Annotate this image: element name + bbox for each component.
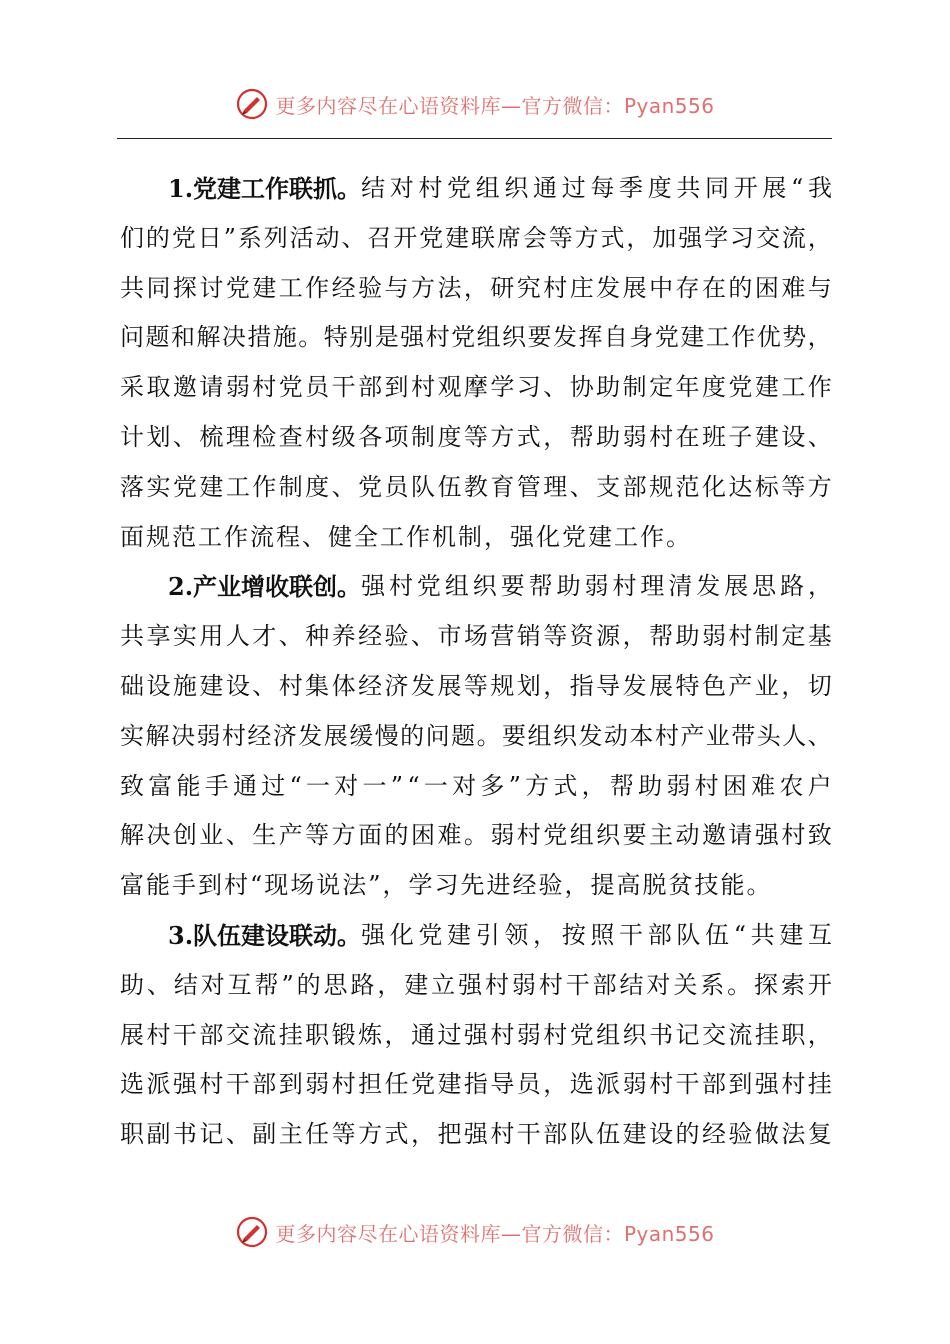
paragraph-1-text: 结对村党组织通过每季度共同开展“我 [361,174,832,202]
paragraph-line: 础 设 施 建 设 、 村 集 体 经 济 发 展 等 规 划 ， 指 导 发 展 特 色 产 业 ， 切 [120,671,832,700]
paragraph-line: 选 派 强 村 干 部 到 弱 村 担 任 党 建 指 导 员 ， 选 派 弱 村 干 部 到 强 村 挂 [120,1070,832,1099]
paragraph-line: 致 富 能 手 通 过 “ 一 对 一 ” “ 一 对 多 ” 方 式 ， 帮 助 弱 村 困 难 农 户 [120,771,832,800]
footer-banner-text: 更多内容尽在心语资料库—官方微信：Pyan556 [275,1221,715,1246]
paragraph-2-text: 强村党组织要帮助弱村理清发展思路， [361,572,832,601]
paragraph-line: 实 解 决 弱 村 经 济 发 展 缓 慢 的 问 题 。 要 组 织 发 动 本 村 产 业 带 头 人 、 [120,721,832,750]
paragraph-line: 富能手到村“现场说法”，学习先进经验，提高脱贫技能。 [120,871,773,900]
paragraph-line: 职 副 书 记 、 副 主 任 等 方 式 ， 把 强 村 干 部 队 伍 建 设 的 经 验 做 法 复 [120,1120,832,1149]
paragraph-line: 展 村 干 部 交 流 挂 职 锻 炼 ， 通 过 强 村 弱 村 党 组 织 书 记 交 流 挂 职 ， [120,1020,832,1049]
paragraph-3-line-1 [120,911,832,961]
header-banner [0,84,950,124]
paragraph-line: 面规范工作流程、健全工作机制，强化党建工作。 [120,522,692,551]
header-banner-text: 更多内容尽在心语资料库—官方微信：Pyan556 [275,93,715,118]
paragraph-2-line-1 [120,562,832,612]
header-divider [117,138,832,139]
paragraph-line: 共 享 实 用 人 才 、 种 养 经 验 、 市 场 营 销 等 资 源 ， 帮 助 弱 村 制 定 基 [120,622,832,651]
paragraph-line: 落 实 党 建 工 作 制 度 、 党 员 队 伍 教 育 管 理 、 支 部 规 范 化 达 标 等 方 [120,472,832,501]
paragraph-line: 共 同 探 讨 党 建 工 作 经 验 与 方 法 ， 研 究 村 庄 发 展 中 存 在 的 困 难 与 [120,273,832,302]
paragraph-1-lead: 1.党建工作联抓。 [168,174,362,203]
paragraph-2-lead: 2.产业增收联创。 [168,572,362,602]
paragraph-line: 计 划 、 梳 理 检 查 村 级 各 项 制 度 等 方 式 ， 帮 助 弱 村 在 班 子 建 设 、 [120,422,832,451]
logo-icon [235,1215,269,1249]
paragraph-1-line-1 [120,164,832,214]
paragraph-line: 助 、 结 对 互 帮 ” 的 思 路 ， 建 立 强 村 弱 村 干 部 结 对 关 系 。 探 索 开 [120,970,832,999]
paragraph-3-lead: 3.队伍建设联动。 [168,920,362,950]
footer-banner [0,1212,950,1252]
document-body [120,164,832,1160]
paragraph-line: 采 取 邀 请 弱 村 党 员 干 部 到 村 观 摩 学 习 、 协 助 制 定 年 度 党 建 工 作 [120,373,832,402]
paragraph-3-text: 强化党建引领，按照干部队伍“共建互 [361,920,832,949]
logo-icon [235,87,269,121]
paragraph-line: 问 题 和 解 决 措 施 。 特 别 是 强 村 党 组 织 要 发 挥 自 身 党 建 工 作 优 势 ， [120,323,832,352]
paragraph-line: 们 的 党 日 ” 系 列 活 动 、 召 开 党 建 联 席 会 等 方 式 ， 加 强 学 习 交 流 ， [120,223,832,252]
paragraph-line: 解 决 创 业 、 生 产 等 方 面 的 困 难 。 弱 村 党 组 织 要 主 动 邀 请 强 村 致 [120,821,832,850]
